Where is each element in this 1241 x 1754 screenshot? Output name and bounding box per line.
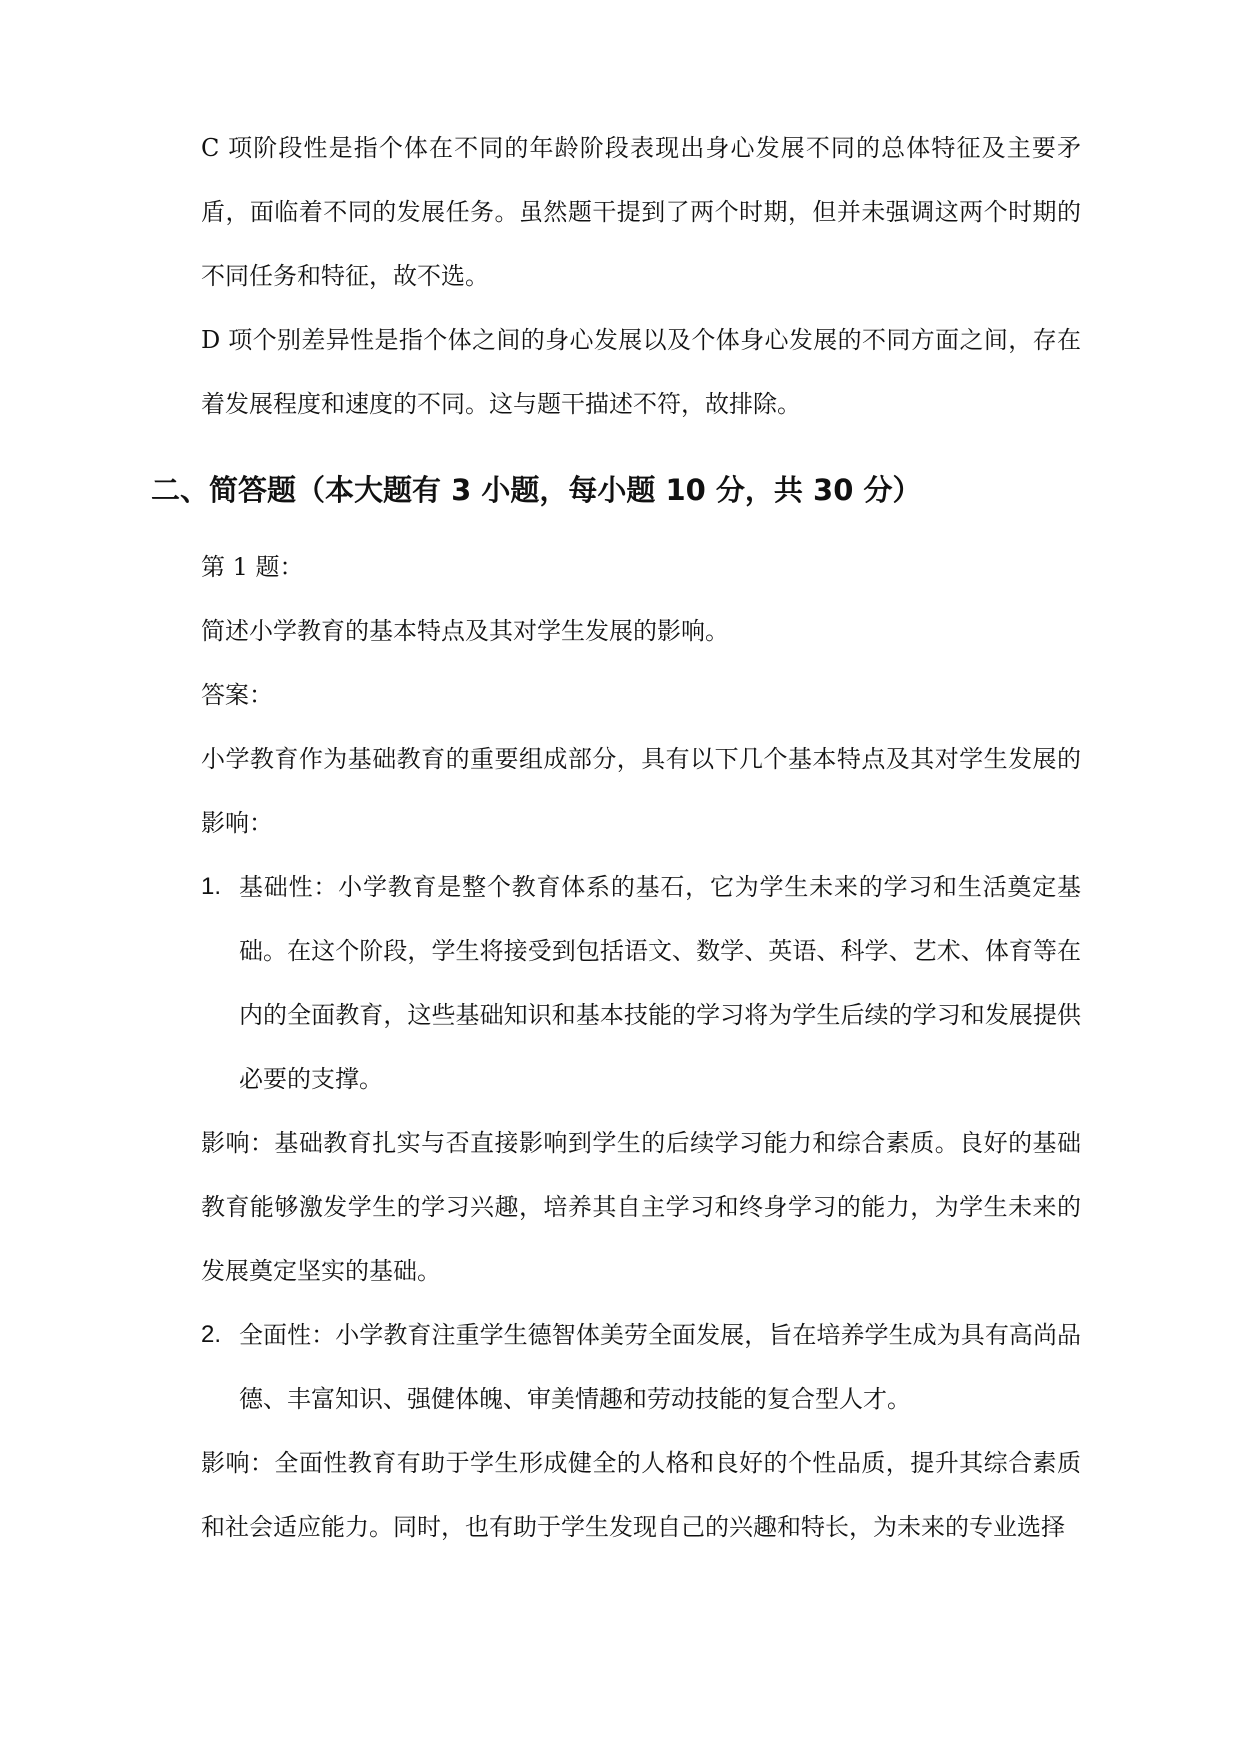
option-c-explanation: C 项阶段性是指个体在不同的年龄阶段表现出身心发展不同的总体特征及主要矛盾，面临着不同的发展任务。虽然题干提到了两个时期，但并未强调这两个时期的不同任务和特征，故不选。 bbox=[201, 134, 1081, 290]
list-item-2 bbox=[201, 1303, 1081, 1431]
question-text: 简述小学教育的基本特点及其对学生发展的影响。 bbox=[201, 617, 729, 645]
impact-1: 影响：基础教育扎实与否直接影响到学生的后续学习能力和综合素质。良好的基础教育能够激发学生的学习兴趣，培养其自主学习和终身学习的能力，为学生未来的发展奠定坚实的基础。 bbox=[201, 1129, 1081, 1285]
impact-2: 影响：全面性教育有助于学生形成健全的人格和良好的个性品质，提升其综合素质和社会适应能力。同时，也有助于学生发现自己的兴趣和特长，为未来的专业选择 bbox=[201, 1449, 1081, 1541]
answer-intro: 小学教育作为基础教育的重要组成部分，具有以下几个基本特点及其对学生发展的影响： bbox=[201, 745, 1081, 837]
list-item-number: 2. bbox=[201, 1321, 222, 1348]
option-d-explanation: D 项个别差异性是指个体之间的身心发展以及个体身心发展的不同方面之间，存在着发展程度和速度的不同。这与题干描述不符，故排除。 bbox=[201, 326, 1081, 418]
section-heading: 二、简答题（本大题有 3 小题，每小题 10 分，共 30 分） bbox=[151, 473, 922, 507]
question-label: 第 1 题： bbox=[201, 553, 304, 581]
list-item-text: 全面性：小学教育注重学生德智体美劳全面发展，旨在培养学生成为具有高尚品德、丰富知识、强健体魄、审美情趣和劳动技能的复合型人才。 bbox=[239, 1321, 1081, 1413]
list-item-1 bbox=[201, 855, 1081, 1111]
answer-label: 答案： bbox=[201, 681, 273, 709]
list-item-number: 1. bbox=[201, 873, 222, 900]
list-item-text: 基础性：小学教育是整个教育体系的基石，它为学生未来的学习和生活奠定基础。在这个阶段，学生将接受到包括语文、数学、英语、科学、艺术、体育等在内的全面教育，这些基础知识和基本技能的学习将为学生后续的学习和发展提供必要的支撑。 bbox=[239, 873, 1081, 1093]
